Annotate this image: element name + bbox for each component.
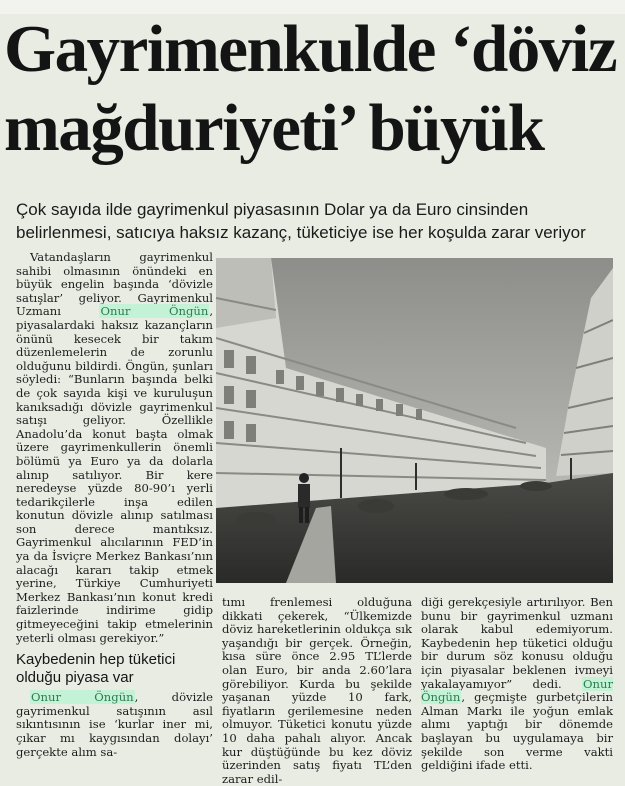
paragraph-column-3 [421, 596, 613, 773]
paragraph-intro [16, 251, 213, 645]
article-column-1 [16, 251, 213, 759]
headline-line-2: mağduriyeti’ büyük [4, 91, 544, 165]
article-photo-apartment-buildings [216, 258, 613, 583]
paragraph-column-2: tımı frenlemesi olduğuna dikkati çekerek, “Ülkemizde döviz hareketlerinin oldukça sık yaşandığı bir gerçek. Örneğin, kısa süre önce 2.95 TL’lerde olan Euro, bir anda 2.60’lara görebiliyor. Kurda bu şekilde yaşanan yüzde 10 fark, fiyatların gerilemesine neden olmuyor. Tüketici konutu yüzde 10 daha pahalı alıyor. Ancak kur düştüğünde bu kez döviz üzerinden satış fiyatı TL’den zarar edil- [222, 595, 412, 786]
paragraph-second [16, 691, 213, 759]
paragraph-intro-text-a: Vatandaşların gayrimenkul sahibi olmasının önündeki en büyük engelin başında ‘dövizle satışlar’ geliyor. Gayrimenkul Uzmanı [16, 250, 213, 319]
paragraph-intro-text-b: , piyasalardaki haksız kazançların önünü kesecek bir takım düzenlemelerin de zorunlu olduğunu bildirdi. Öngün, şunları söyledi: “Bunların başında belki de çok sayıda kişi ve kuruluşun kanıksadığı dövizle gayrimenkul satışı geliyor. Özellikle Anadolu’da konut başta olmak üzere gayrimenkullerin önemli bölümü ya Euro ya da dolarla alınıp satılıyor. Bir kere neredeyse yüzde 80-90’ı yerli tedarikçilerle inşa edilen konutun dövizle alınıp satılması son derece mantıksız. Gayrimenkul alıcılarının FED’in ya da İsviçre Merkez Bankası’nın alacağı kararı takip etmek yerine, Türkiye Cumhuriyeti Merkez Bankası’nın konut kredi faizlerinde indirime gidip gitmeyeceğini takip etmelerinin yeterli olması gerekiyor.” [16, 304, 213, 645]
expert-name-highlight: Onur Öngün [100, 304, 209, 319]
paragraph-second-text: , dövizle gayrimenkul satışının asıl sıkıntısının ise ‘kurlar iner mi, çıkar mı kaygısından dolayı’ gerçekte alım sa- [16, 690, 213, 759]
headline-line-1: Gayrimenkulde ‘döviz [4, 12, 617, 86]
expert-name-highlight: Onur Öngün [31, 690, 134, 705]
intertitle: Kaybedenin hep tüketici olduğu piyasa var [16, 651, 176, 687]
headline [4, 10, 624, 168]
article-column-3 [421, 596, 613, 773]
subheadline: Çok sayıda ilde gayrimenkul piyasasının Dolar ya da Euro cinsinden belirlenmesi, satıcıya haksız kazanç, tüketiciye ise her koşulda zarar veriyor [16, 200, 586, 242]
expert-name-highlight: Onur Öngün [421, 676, 613, 705]
paragraph-column-3-text-a: diği gerekçesiyle artırılıyor. Ben bunu bir gayrimenkul uzmanı olarak kabul edemiyorum. Kaybedenin hep tüketici olduğu bir durum söz konusu olduğu için piyasalar beklenen ivmeyi yakalayamıyor” dedi. [421, 595, 613, 691]
paragraph-column-3-text-b: , geçmişte gurbetçilerin Alman Markı ile yoğun emlak alımı yaptığı bir dönemde başlayan bu uygulamaya bir şekilde son verme vakti geldiğini ifade etti. [421, 690, 613, 773]
article-column-2 [222, 596, 412, 786]
photo-illustration [216, 258, 613, 583]
